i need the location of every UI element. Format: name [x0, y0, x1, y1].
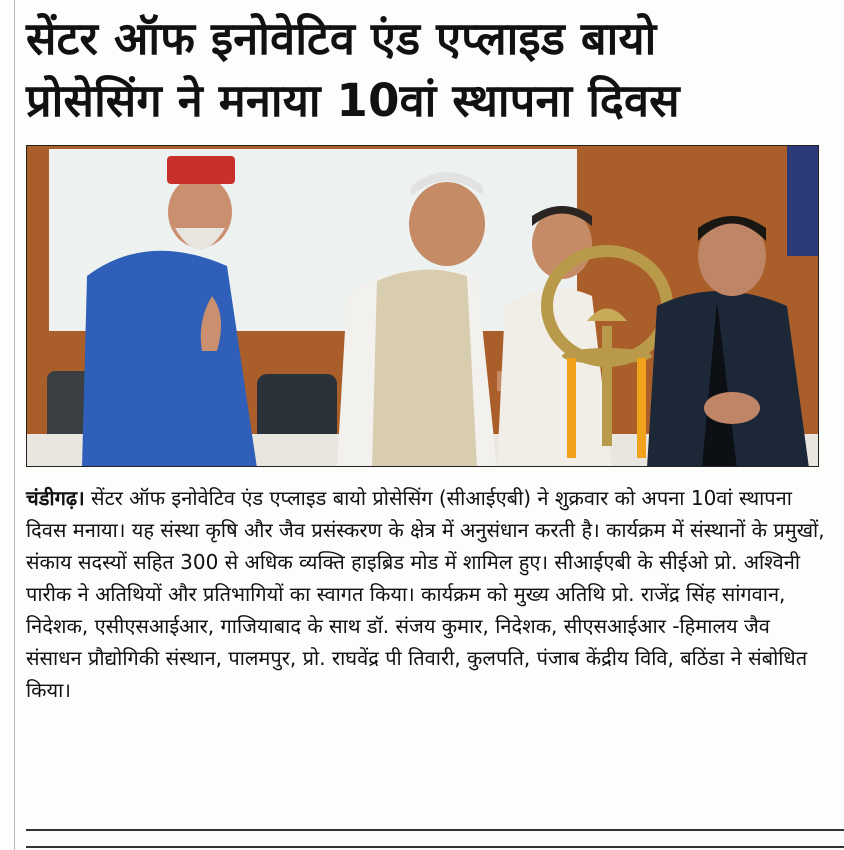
event-photo	[26, 145, 819, 467]
headline	[26, 8, 826, 132]
article-body	[26, 482, 826, 706]
headline-line-1: सेंटर ऑफ इनोवेटिव एंड एप्लाइड बायो	[26, 12, 657, 65]
right-banner	[787, 146, 819, 256]
bottom-rule-2	[26, 846, 844, 848]
bottom-rule-1	[26, 829, 844, 831]
dateline: चंडीगढ़।	[26, 486, 85, 510]
article-body-text: सेंटर ऑफ इनोवेटिव एंड एप्लाइड बायो प्रोसेसिंग (सीआईएबी) ने शुक्रवार को अपना 10वां स्थापना दिवस मनाया। यह संस्था कृषि और जैव प्रसंस्करण के क्षेत्र में अनुसंधान करती है। कार्यक्रम में संस्थानों के प्रमुखों, संकाय सदस्यों सहित 300 से अधिक व्यक्ति हाइब्रिड मोड में शामिल हुए। सीआईएबी के सीईओ प्रो. अश्विनी पारीक ने अतिथियों और प्रतिभागियों का स्वागत किया। कार्यक्रम को मुख्य अतिथि प्रो. राजेंद्र सिंह सांगवान, निदेशक, एसीएसआईआर, गाजियाबाद के साथ डॉ. संजय कुमार, निदेशक, सीएसआईआर -हिमालय जैव संसाधन प्रौद्योगिकी संस्थान, पालमपुर, प्रो. राघवेंद्र पी तिवारी, कुलपति, पंजाब केंद्रीय विवि, बठिंडा ने संबोधित किया।	[26, 486, 825, 702]
adjacent-column-edge	[0, 0, 15, 850]
headline-line-2: प्रोसेसिंग ने मनाया 10वां स्थापना दिवस	[26, 74, 680, 127]
